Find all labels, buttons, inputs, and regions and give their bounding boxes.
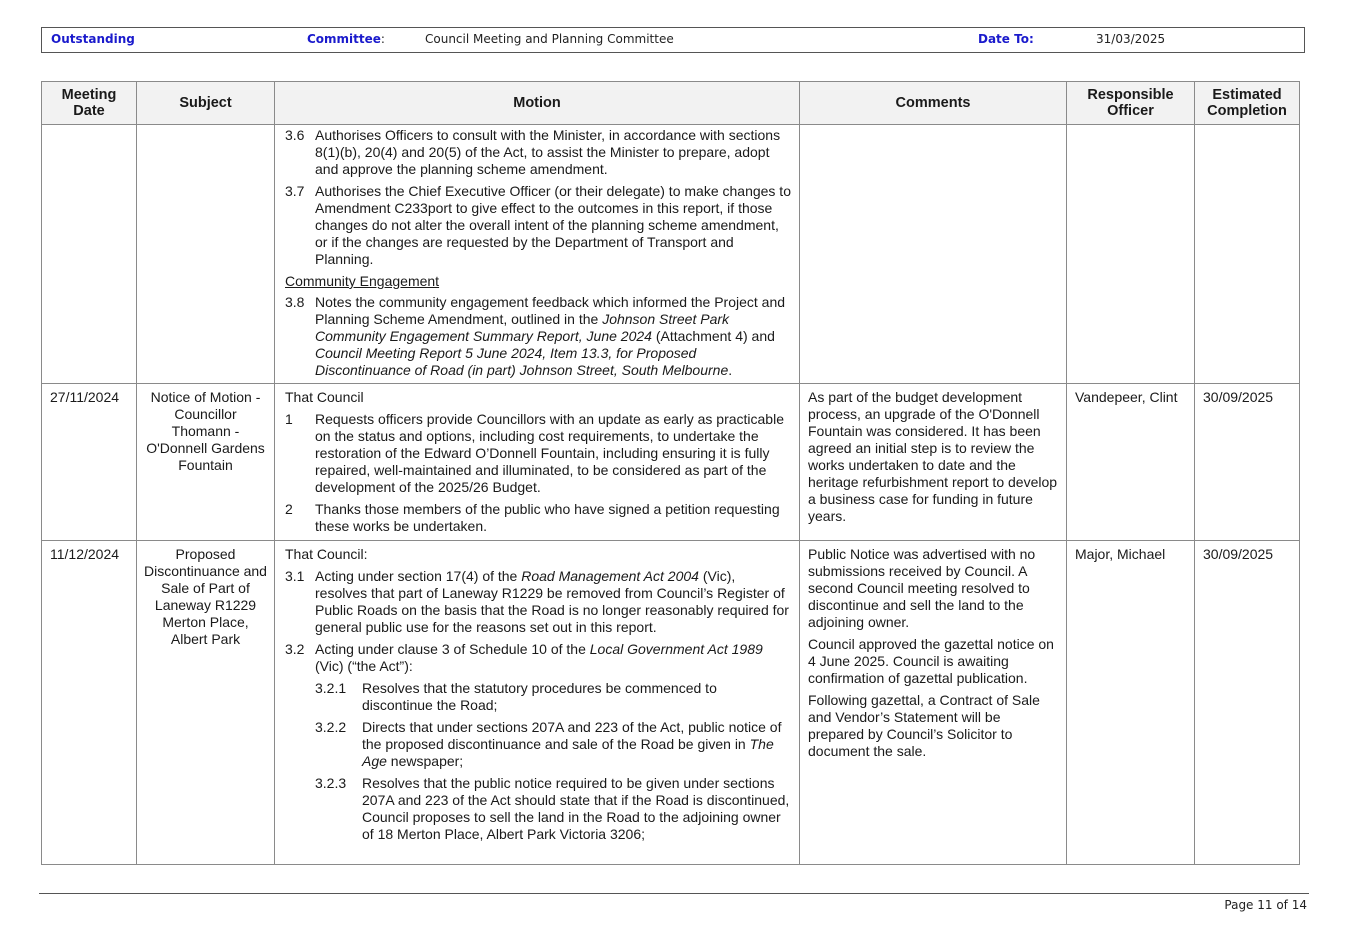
comment-paragraph: Following gazettal, a Contract of Sale and Vendor’s Statement will be prepared by Council’s Solicitor to document the sale. — [808, 692, 1040, 759]
text-run: Directs that under sections 207A and 223 of the Act, public notice of the proposed discontinuance and sale of the Road be given in — [362, 719, 782, 752]
section-heading-community-engagement: Community Engagement — [285, 273, 440, 289]
motion-item — [285, 294, 791, 379]
committee-value: Council Meeting and Planning Committee — [425, 32, 674, 46]
comment-paragraph: Public Notice was advertised with no submissions received by Council. A second Council meeting resolved to discontinue and sell the land to the adjoining owner. — [808, 546, 1036, 630]
text-run: . — [728, 362, 733, 378]
motion-item — [285, 183, 791, 268]
responsible-officer-cell — [1067, 125, 1195, 384]
motion-item — [285, 501, 791, 535]
meeting-date-cell: 11/12/2024 — [42, 541, 137, 865]
motion-item-number: 3.6 — [285, 127, 305, 143]
column-header-subject: Subject — [137, 82, 275, 125]
subject-cell: Notice of Motion - Councillor Thomann - O'Donnell Gardens Fountain — [137, 384, 275, 541]
comments-cell: As part of the budget development process, an upgrade of the O'Donnell Fountain was considered. It has been agreed an initial step is to review the works undertaken to date and the heritage refurbishment report to develop a business case for funding in future years. — [800, 384, 1067, 541]
motion-item-text: Authorises the Chief Executive Officer (or their delegate) to make changes to Amendment C233port to give effect to the outcomes in this report, if those changes do not alter the overall intent of the planning scheme amendment, or if the changes are requested by the Department of Transport and Planning. — [315, 183, 791, 267]
text-run: Acting under clause 3 of Schedule 10 of the — [315, 641, 590, 657]
motion-cell — [275, 541, 800, 865]
motion-subitem — [315, 680, 791, 714]
act-title-italic: Road Management Act 2004 — [521, 568, 699, 584]
report-title-italic: Johnson Street Park Community Engagement Summary Report, June 2024 — [315, 311, 730, 344]
estimated-completion-cell: 30/09/2025 — [1195, 384, 1300, 541]
motion-subitem-text: Resolves that the public notice required to be given under sections 207A and 223 of the Act should state that if the Road is discontinued, Council proposes to sell the land in the Road to the adjoining owner of 18 Merton Place, Albert Park Victoria 3206; — [362, 775, 790, 842]
comment-paragraph: Council approved the gazettal notice on 4 June 2025. Council is awaiting confirmation of gazettal publication. — [808, 636, 1054, 686]
table-row — [42, 541, 1300, 865]
page-number: Page 11 of 14 — [1224, 898, 1307, 912]
motion-item-number: 3.8 — [285, 294, 305, 310]
text-run: Acting under section 17(4) of the — [315, 568, 522, 584]
motion-item-text: Requests officers provide Councillors with an update as early as practicable on the status and options, including cost requirements, to undertake the restoration of the Edward O’Donnell Fountain, including ensuring it is fully repaired, well-maintained and illuminated, to be considered as part of the development of the 2025/26 Budget. — [315, 411, 784, 495]
motion-subitem-number: 3.2.2 — [315, 719, 347, 735]
estimated-completion-cell: 30/09/2025 — [1195, 541, 1300, 865]
column-header-motion: Motion — [275, 82, 800, 125]
responsible-officer-cell: Vandepeer, Clint — [1067, 384, 1195, 541]
motion-item-text: Thanks those members of the public who have signed a petition requesting these works be undertaken. — [315, 501, 780, 534]
subject-cell — [137, 125, 275, 384]
column-header-responsible-officer: Responsible Officer — [1067, 82, 1195, 125]
text-run: (Vic) (“the Act”): — [315, 658, 413, 674]
report-header-bar — [41, 27, 1305, 53]
motion-item-number: 1 — [285, 411, 293, 427]
motion-item — [285, 127, 791, 178]
table-row — [42, 125, 1300, 384]
motion-item-text: Authorises Officers to consult with the Minister, in accordance with sections 8(1)(b), 20(4) and 20(5) of the Act, to assist the Minister to prepare, adopt and approve the planning scheme amendment. — [315, 127, 781, 177]
newspaper-title-italic: The Age — [362, 736, 774, 769]
motion-item-number: 2 — [285, 501, 293, 517]
meeting-date-cell: 27/11/2024 — [42, 384, 137, 541]
motion-item-number: 3.2 — [285, 641, 305, 657]
text-run: newspaper; — [386, 753, 464, 769]
motion-cell — [275, 384, 800, 541]
report-title-italic: Council Meeting Report 5 June 2024, Item 13.3, for Proposed Discontinuance of Road (in part) Johnson Street, South Melbourne — [315, 345, 729, 378]
table-header-row — [42, 82, 1300, 125]
committee-field — [307, 32, 385, 46]
meeting-date-cell — [42, 125, 137, 384]
act-title-italic: Local Government Act 1989 — [589, 641, 763, 657]
motion-item-number: 3.1 — [285, 568, 305, 584]
committee-colon: : — [380, 32, 385, 46]
motion-subitem-text — [362, 719, 791, 770]
motion-item-text — [315, 641, 791, 675]
motion-subitem-number: 3.2.1 — [315, 680, 347, 696]
motion-item-text — [315, 294, 791, 379]
motion-item — [285, 411, 791, 496]
estimated-completion-cell — [1195, 125, 1300, 384]
motion-intro: That Council: — [285, 546, 368, 562]
motion-item — [285, 568, 791, 636]
motion-subitem — [315, 719, 791, 770]
date-to-value: 31/03/2025 — [1096, 32, 1166, 46]
subject-cell: Proposed Discontinuance and Sale of Part of Laneway R1229 Merton Place, Albert Park — [137, 541, 275, 865]
comments-cell — [800, 125, 1067, 384]
motion-cell — [275, 125, 800, 384]
responsible-officer-cell: Major, Michael — [1067, 541, 1195, 865]
column-header-estimated-completion: Estimated Completion — [1195, 82, 1300, 125]
text-run: Notes the community engagement feedback which informed the Project and Planning Scheme Amendment, outlined in the — [315, 294, 786, 327]
table-row — [42, 384, 1300, 541]
text-run: (Vic), resolves that part of Laneway R1229 be removed from Council’s Register of Public Roads on the basis that the Road is no longer reasonably required for general public use for the reasons set out in this report. — [315, 568, 789, 635]
text-run: (Attachment 4) and — [651, 328, 775, 344]
motion-intro: That Council — [285, 389, 364, 405]
committee-label: Committee — [307, 32, 381, 46]
column-header-comments: Comments — [800, 82, 1067, 125]
motion-subitem — [315, 775, 791, 843]
motion-item-text — [315, 568, 791, 636]
comments-cell — [800, 541, 1067, 865]
motion-item — [285, 641, 791, 675]
footer-divider — [39, 893, 1309, 894]
status-label: Outstanding — [51, 32, 135, 46]
motion-subitem-text: Resolves that the statutory procedures be commenced to discontinue the Road; — [362, 680, 717, 713]
date-to-label: Date To: — [978, 32, 1034, 46]
outstanding-actions-table — [41, 81, 1300, 865]
motion-subitem-number: 3.2.3 — [315, 775, 347, 791]
column-header-meeting-date: Meeting Date — [42, 82, 137, 125]
motion-item-number: 3.7 — [285, 183, 305, 199]
